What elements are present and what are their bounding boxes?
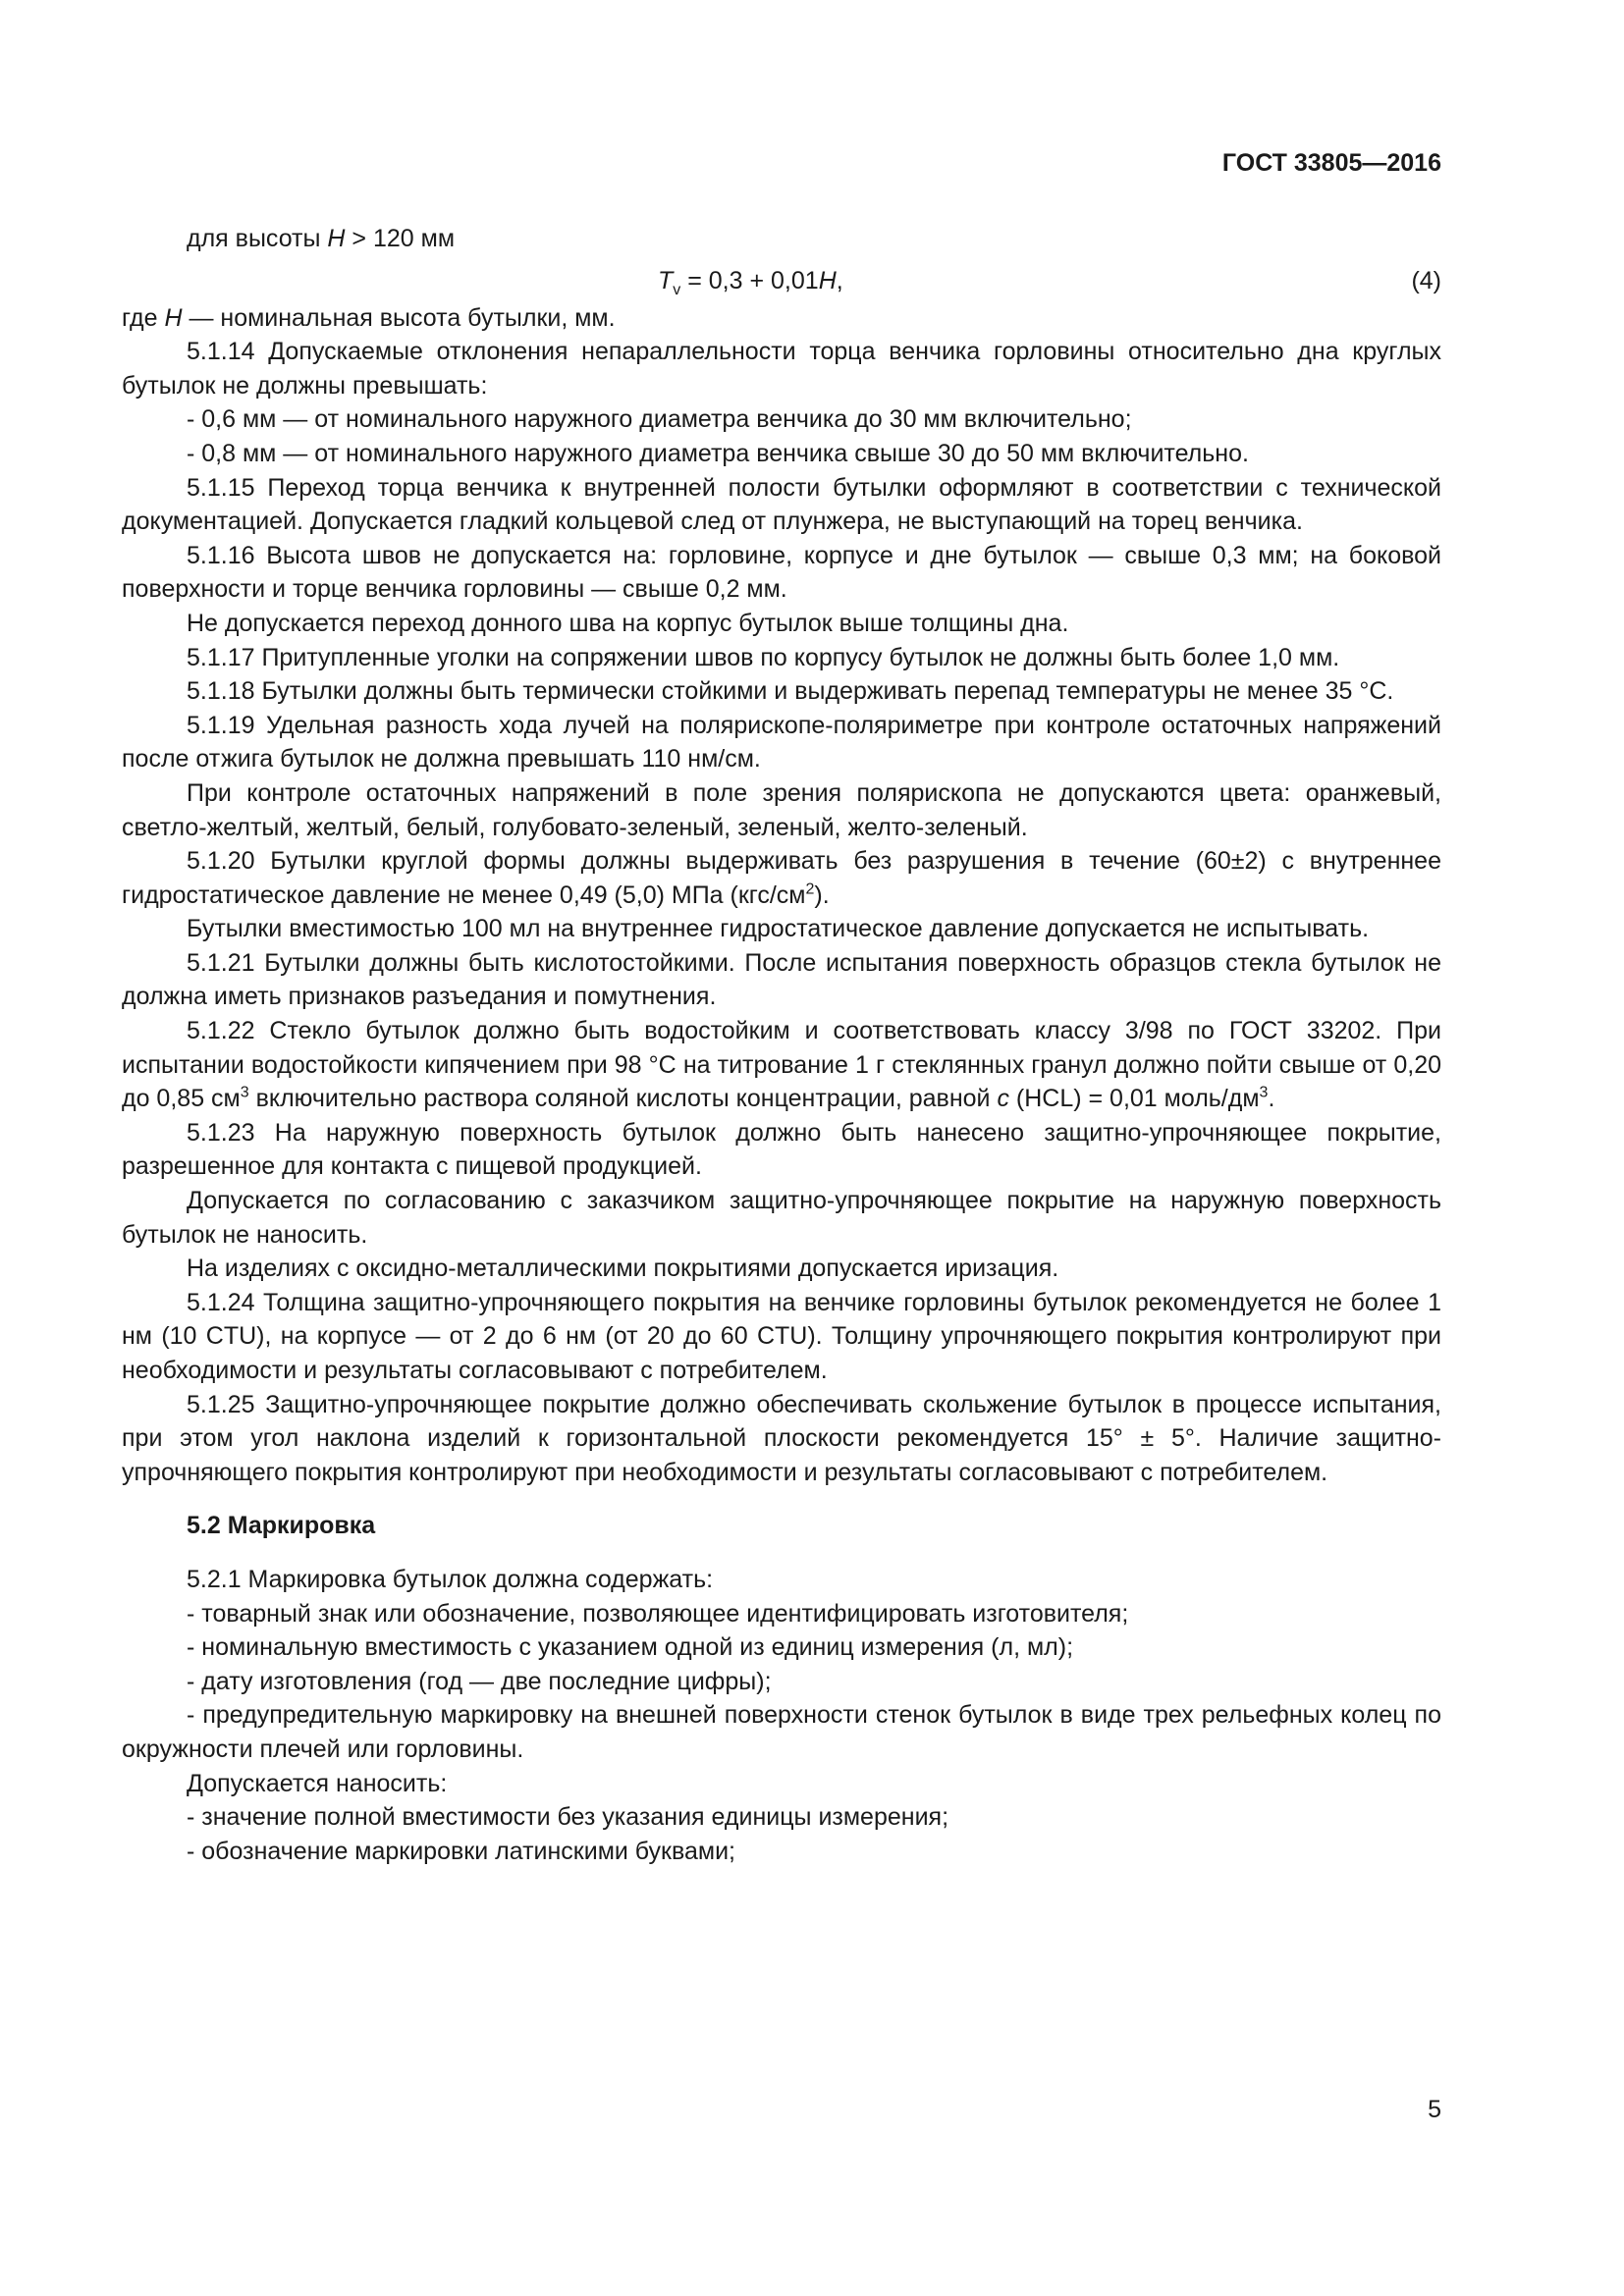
list-item: - товарный знак или обозначение, позволяющее идентифицировать изготовителя; bbox=[187, 1599, 1129, 1628]
formula-condition bbox=[122, 222, 1441, 256]
clause-text-end: . bbox=[1268, 1085, 1275, 1113]
clause-5-1-18: 5.1.18 Бутылки должны быть термически стойкими и выдерживать перепад температуры не менее 35 °С. bbox=[187, 677, 1394, 706]
list-item: - номинальную вместимость с указанием одной из единиц измерения (л, мл); bbox=[187, 1633, 1074, 1662]
formula-number: (4) bbox=[1411, 266, 1441, 294]
condition-suffix: > 120 мм bbox=[345, 225, 456, 252]
paragraph: Допускается наносить: bbox=[187, 1769, 448, 1797]
clause-5-1-22 bbox=[122, 1014, 1441, 1116]
clause-text: 5.1.20 Бутылки круглой формы должны выдерживать без разрушения в течение (60±2) с внутреннее гидростатическое давление не менее 0,49 (5,0) МПа (кгс/см bbox=[122, 847, 1441, 909]
clause-5-1-15: 5.1.15 Переход торца венчика к внутренней полости бутылки оформляют в соответствии с технической документацией. Допускается гладкий кольцевой след от плунжера, не выступающий на торец венчика. bbox=[122, 473, 1441, 536]
clause-5-1-24: 5.1.24 Толщина защитно-упрочняющего покрытия на венчике горловины бутылок рекомендуется не более 1 нм (10 CTU), на корпусе — от 2 до 6 нм (от 20 до 60 CTU). Толщину упрочняющего покрытия контролируют при необходимости и результаты согласовывают с потребителем. bbox=[122, 1288, 1441, 1384]
formula-4 bbox=[122, 256, 1441, 301]
clause-5-2-1: 5.2.1 Маркировка бутылок должна содержать: bbox=[187, 1565, 714, 1593]
formula-rhs-end: , bbox=[836, 266, 843, 294]
list-item: - обозначение маркировки латинскими буквами; bbox=[187, 1837, 735, 1865]
clause-5-1-25: 5.1.25 Защитно-упрочняющее покрытие должно обеспечивать скольжение бутылок в процессе испытания, при этом угол наклона изделий к горизонтальной плоскости рекомендуется 15° ± 5°. Наличие защитно-упрочняющего покрытия контролируют при необходимости и результаты согласовывают с потребителем. bbox=[122, 1390, 1441, 1486]
list-item: - 0,8 мм — от номинального наружного диаметра венчика свыше 30 до 50 мм включительно. bbox=[187, 439, 1249, 467]
clause-5-1-17: 5.1.17 Притупленные уголки на сопряжении швов по корпусу бутылок не должны быть более 1,0 мм. bbox=[187, 643, 1340, 671]
clause-5-1-19: 5.1.19 Удельная разность хода лучей на полярископе-поляриметре при контроле остаточных напряжений после отжига бутылок не должна превышать 110 нм/см. bbox=[122, 711, 1441, 774]
clause-text-end: ). bbox=[814, 881, 830, 909]
formula-lhs-subscript: v bbox=[673, 281, 681, 298]
section-heading-5-2: 5.2 Маркировка bbox=[187, 1512, 376, 1540]
formula-rhs-variable: H bbox=[818, 266, 837, 294]
clause-text: 5.1.22 Стекло бутылок должно быть водостойким и соответствовать классу 3/98 по ГОСТ 33202. При испытании водостойкости кипячением при 98 °С на титрование 1 г стеклянных гранул должно пойти свыше от 0,20 до 0,85 см bbox=[122, 1017, 1441, 1113]
condition-prefix: для высоты bbox=[187, 225, 328, 252]
list-item: - дату изготовления (год — две последние цифры); bbox=[187, 1667, 772, 1695]
document-body bbox=[122, 222, 1441, 1868]
variable-h: H bbox=[327, 225, 346, 252]
formula-expression bbox=[658, 264, 843, 298]
explanation-prefix: где bbox=[122, 303, 165, 332]
formula-rhs-start: = 0,3 + 0,01 bbox=[680, 266, 819, 294]
explanation-text: — номинальная высота бутылки, мм. bbox=[182, 303, 616, 332]
clause-5-1-20 bbox=[122, 844, 1441, 912]
clause-5-1-21: 5.1.21 Бутылки должны быть кислотостойкими. После испытания поверхность образцов стекла бутылок не должна иметь признаков разъедания и помутнения. bbox=[122, 948, 1441, 1011]
clause-5-1-23: 5.1.23 На наружную поверхность бутылок должно быть нанесено защитно-упрочняющее покрытие, разрешенное для контакта с пищевой продукцией. bbox=[122, 1118, 1441, 1181]
page-number: 5 bbox=[1428, 2096, 1441, 2123]
list-item: - 0,6 мм — от номинального наружного диаметра венчика до 30 мм включительно; bbox=[187, 405, 1132, 434]
superscript: 2 bbox=[805, 881, 815, 898]
paragraph: Не допускается переход донного шва на корпус бутылок выше толщины дна. bbox=[187, 609, 1069, 637]
paragraph: Бутылки вместимостью 100 мл на внутреннее гидростатическое давление допускается не испытывать. bbox=[187, 915, 1370, 943]
clause-5-1-16: 5.1.16 Высота швов не допускается на: горловине, корпусе и дне бутылок — свыше 0,3 мм; на боковой поверхности и торце венчика горловины — свыше 0,2 мм. bbox=[122, 541, 1441, 604]
paragraph: Допускается по согласованию с заказчиком защитно-упрочняющее покрытие на наружную поверхность бутылок не наносить. bbox=[122, 1187, 1441, 1249]
list-item: - значение полной вместимости без указания единицы измерения; bbox=[187, 1803, 949, 1832]
explanation-variable: H bbox=[164, 303, 183, 332]
clause-text: включительно раствора соляной кислоты концентрации, равной bbox=[248, 1085, 998, 1113]
superscript: 3 bbox=[240, 1084, 249, 1101]
list-item: - предупредительную маркировку на внешней поверхности стенок бутылок в виде трех рельефных колец по окружности плечей или горловины. bbox=[122, 1701, 1441, 1763]
paragraph: На изделиях с оксидно-металлическими покрытиями допускается иризация. bbox=[187, 1255, 1059, 1283]
paragraph: При контроле остаточных напряжений в поле зрения полярископа не допускаются цвета: оранжевый, светло-желтый, желтый, белый, голубовато-зеленый, зеленый, желто-зеленый. bbox=[122, 778, 1441, 841]
superscript: 3 bbox=[1259, 1084, 1269, 1101]
formula-explanation bbox=[122, 301, 1441, 336]
variable-c: c bbox=[997, 1085, 1009, 1113]
clause-5-1-14: 5.1.14 Допускаемые отклонения непараллельности торца венчика горловины относительно дна круглых бутылок не должны превышать: bbox=[122, 338, 1441, 400]
formula-lhs-variable: T bbox=[658, 266, 674, 294]
document-code-header: ГОСТ 33805—2016 bbox=[1221, 149, 1441, 177]
clause-text: (HCL) = 0,01 моль/дм bbox=[1008, 1085, 1260, 1113]
